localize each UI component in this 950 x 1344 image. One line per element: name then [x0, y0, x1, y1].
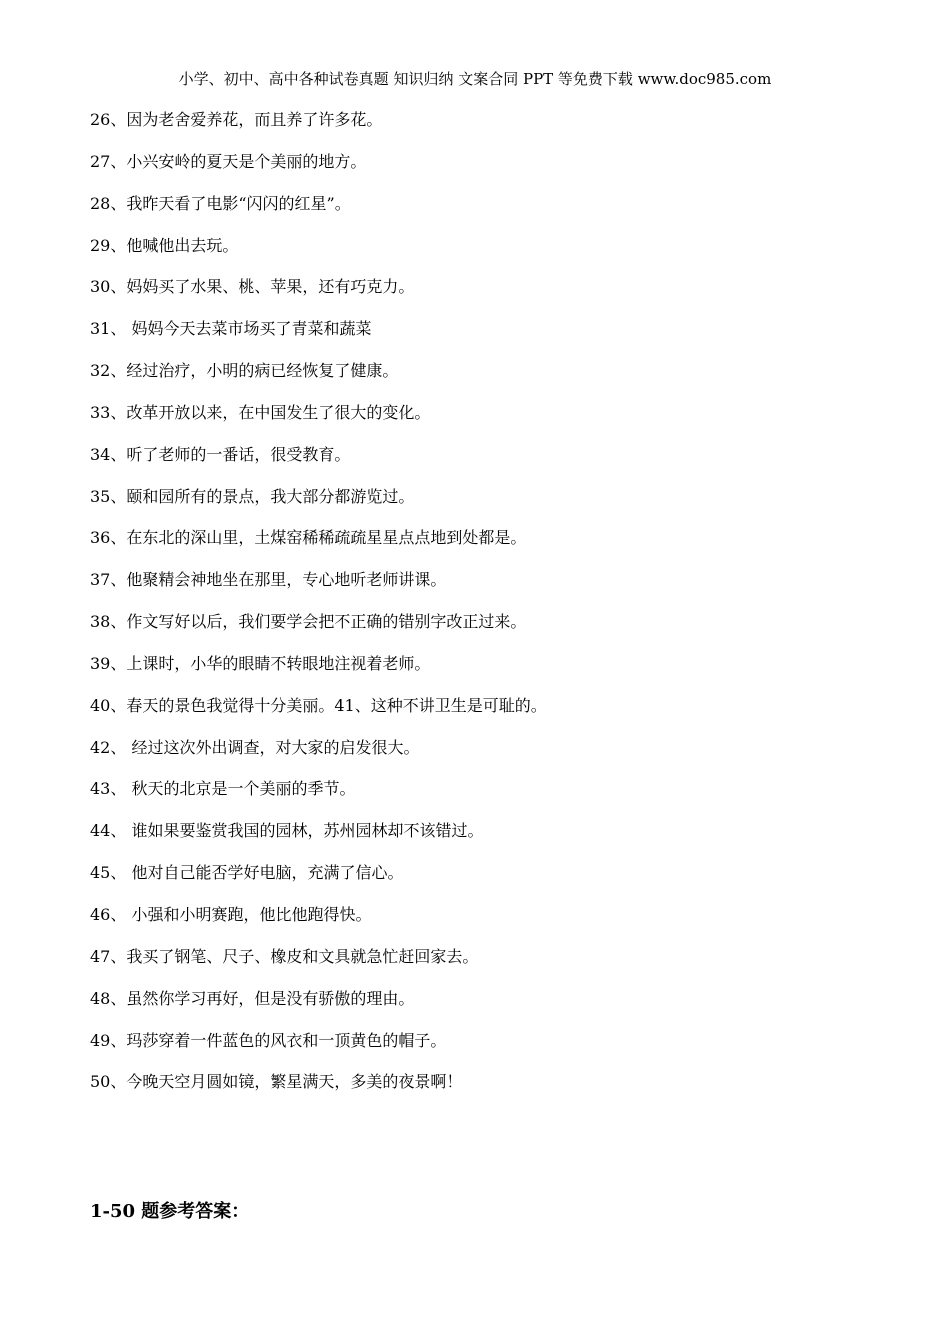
sentence-33: 33、改革开放以来，在中国发生了很大的变化。 [90, 403, 431, 422]
sentence-47: 47、我买了钢笔、尺子、橡皮和文具就急忙赶回家去。 [90, 947, 479, 966]
sentence-43: 43、 秋天的北京是一个美丽的季节。 [90, 779, 356, 798]
sentence-36: 36、在东北的深山里，土煤窑稀稀疏疏星星点点地到处都是。 [90, 528, 527, 547]
sentence-49: 49、玛莎穿着一件蓝色的风衣和一顶黄色的帽子。 [90, 1031, 447, 1050]
sentence-42: 42、 经过这次外出调查，对大家的启发很大。 [90, 738, 420, 757]
sentence-26: 26、因为老舍爱养花，而且养了许多花。 [90, 110, 383, 129]
sentence-50: 50、今晚天空月圆如镜，繁星满天，多美的夜景啊！ [90, 1072, 463, 1091]
page-header: 小学、初中、高中各种试卷真题 知识归纳 文案合同 PPT 等免费下载 www.doc985.com [178, 70, 772, 88]
sentence-45: 45、 他对自己能否学好电脑，充满了信心。 [90, 863, 404, 882]
sentence-29: 29、他喊他出去玩。 [90, 236, 239, 255]
sentence-31: 31、 妈妈今天去菜市场买了青菜和蔬菜 [90, 319, 372, 338]
sentence-38: 38、作文写好以后，我们要学会把不正确的错别字改正过来。 [90, 612, 527, 631]
sentence-30: 30、妈妈买了水果、桃、苹果，还有巧克力。 [90, 277, 415, 296]
sentence-28: 28、我昨天看了电影“闪闪的红星”。 [90, 194, 351, 213]
sentence-32: 32、经过治疗，小明的病已经恢复了健康。 [90, 361, 399, 380]
sentence-39: 39、上课时，小华的眼睛不转眼地注视着老师。 [90, 654, 431, 673]
sentence-27: 27、小兴安岭的夏天是个美丽的地方。 [90, 152, 367, 171]
sentence-35: 35、颐和园所有的景点，我大部分都游览过。 [90, 487, 415, 506]
sentence-48: 48、虽然你学习再好，但是没有骄傲的理由。 [90, 989, 415, 1008]
sentence-37: 37、他聚精会神地坐在那里，专心地听老师讲课。 [90, 570, 447, 589]
sentence-34: 34、听了老师的一番话，很受教育。 [90, 445, 351, 464]
sentence-46: 46、 小强和小明赛跑，他比他跑得快。 [90, 905, 372, 924]
sentence-44: 44、 谁如果要鉴赏我国的园林，苏州园林却不该错过。 [90, 821, 484, 840]
sentence-40-41: 40、春天的景色我觉得十分美丽。41、这种不讲卫生是可耻的。 [90, 696, 547, 715]
answer-section-title: 1-50 题参考答案： [90, 1201, 250, 1222]
